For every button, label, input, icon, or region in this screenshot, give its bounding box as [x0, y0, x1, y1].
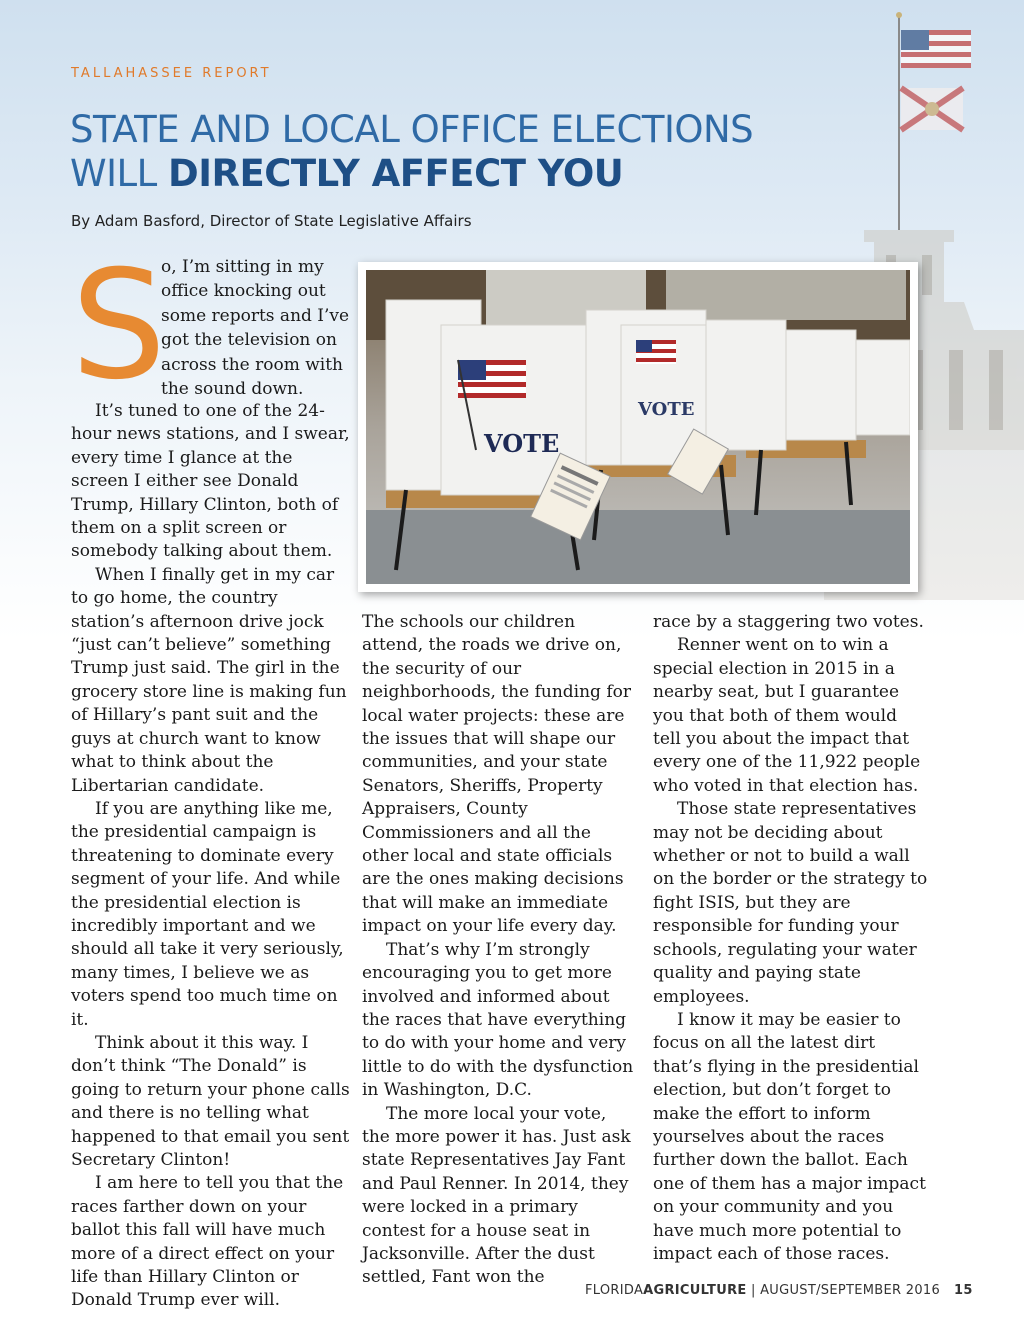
col1-paragraph: Think about it this way. I don’t think “The Donald” is going to return your phone calls and there is no telling what happened to that email you sent Secretary Clinton!: [71, 1032, 350, 1170]
vote-sign-1: VOTE: [484, 429, 560, 458]
page-footer: [585, 1283, 973, 1298]
lead-text: o, I’m sitting in my office knocking out some reports and I’ve got the television on across the room with the sound down.: [161, 257, 350, 400]
col3-paragraph: race by a staggering two votes.: [653, 612, 924, 632]
section-label: TALLAHASSEE REPORT: [71, 66, 272, 81]
col1-paragraph: It’s tuned to one of the 24-hour news stations, and I swear, every time I glance at the screen I either see Donald Trump, Hillary Clinton, both of them on a split screen or somebody talking about them.: [71, 401, 350, 562]
col3-paragraph: I know it may be easier to focus on all the latest dirt that’s flying in the presidential election, but don’t forget to make the effort to inform yourselves about the races further down the ballot. Each one of them has a major impact on your community and you have much more potential to impact each of those races.: [653, 1009, 926, 1264]
lead-paragraph: [71, 239, 351, 413]
vote-sign-2: VOTE: [638, 399, 695, 420]
column-3: [653, 611, 928, 1266]
photo-image: [366, 270, 910, 584]
headline-line2-light: WILL: [70, 152, 168, 195]
footer-issue: | AUGUST/SEPTEMBER 2016: [746, 1283, 941, 1298]
col1-paragraph: If you are anything like me, the presidential campaign is threatening to dominate every segment of your life. And while the presidential election is incredibly important and we should all take it very seriously, many times, I believe we as voters spend too much time on it.: [71, 798, 344, 1030]
column-1: [71, 400, 351, 1313]
dropcap: S: [71, 239, 167, 413]
headline: [70, 108, 830, 196]
voting-booths-photo: [358, 262, 918, 592]
headline-line1: STATE AND LOCAL OFFICE ELECTIONS: [70, 108, 754, 151]
col2-paragraph: That’s why I’m strongly encouraging you to get more involved and informed about the races that have everything to do with your home and very little to do with the dysfunction in Washington, D.C.: [362, 939, 634, 1101]
col1-paragraph: I am here to tell you that the races farther down on your ballot this fall will have much more of a direct effect on your life than Hillary Clinton or Donald Trump ever will.: [71, 1173, 344, 1311]
col2-paragraph: The more local your vote, the more power it has. Just ask state Representatives Jay Fant and Paul Renner. In 2014, they were locked in a primary contest for a house seat in Jacksonville. After the dust settled, Fant won the: [362, 1103, 631, 1288]
col2-paragraph: The schools our children attend, the roads we drive on, the security of our neighborhoods, the funding for local water projects: these are the issues that will shape our communities, and your state Senators, Sheriffs, Property Appraisers, County Commissioners and all the other local and state officials are the ones making decisions that will make an immediate impact on your life every day.: [362, 612, 631, 937]
footer-brand-light: FLORIDA: [585, 1283, 644, 1298]
col3-paragraph: Renner went on to win a special election in 2015 in a nearby seat, but I guarantee you that both of them would tell you about the impact that every one of the 11,922 people who voted in that election has.: [653, 635, 921, 796]
footer-brand-bold: AGRICULTURE: [643, 1283, 747, 1298]
page-number: 15: [954, 1283, 973, 1298]
col1-paragraph: When I finally get in my car to go home, the country station’s afternoon drive jock “just can’t believe” something Trump just said. The girl in the grocery store line is making fun of Hillary’s pant suit and the guys at church want to know what to think about the Libertarian candidate.: [71, 564, 347, 796]
column-2: [362, 611, 634, 1290]
col3-paragraph: Those state representatives may not be deciding about whether or not to build a wall on the border or the strategy to fight ISIS, but they are responsible for funding your schools, regulating your water quality and paying state employees.: [653, 799, 928, 1007]
byline: By Adam Basford, Director of State Legislative Affairs: [71, 212, 472, 230]
headline-line2-bold: DIRECTLY AFFECT YOU: [168, 152, 624, 195]
